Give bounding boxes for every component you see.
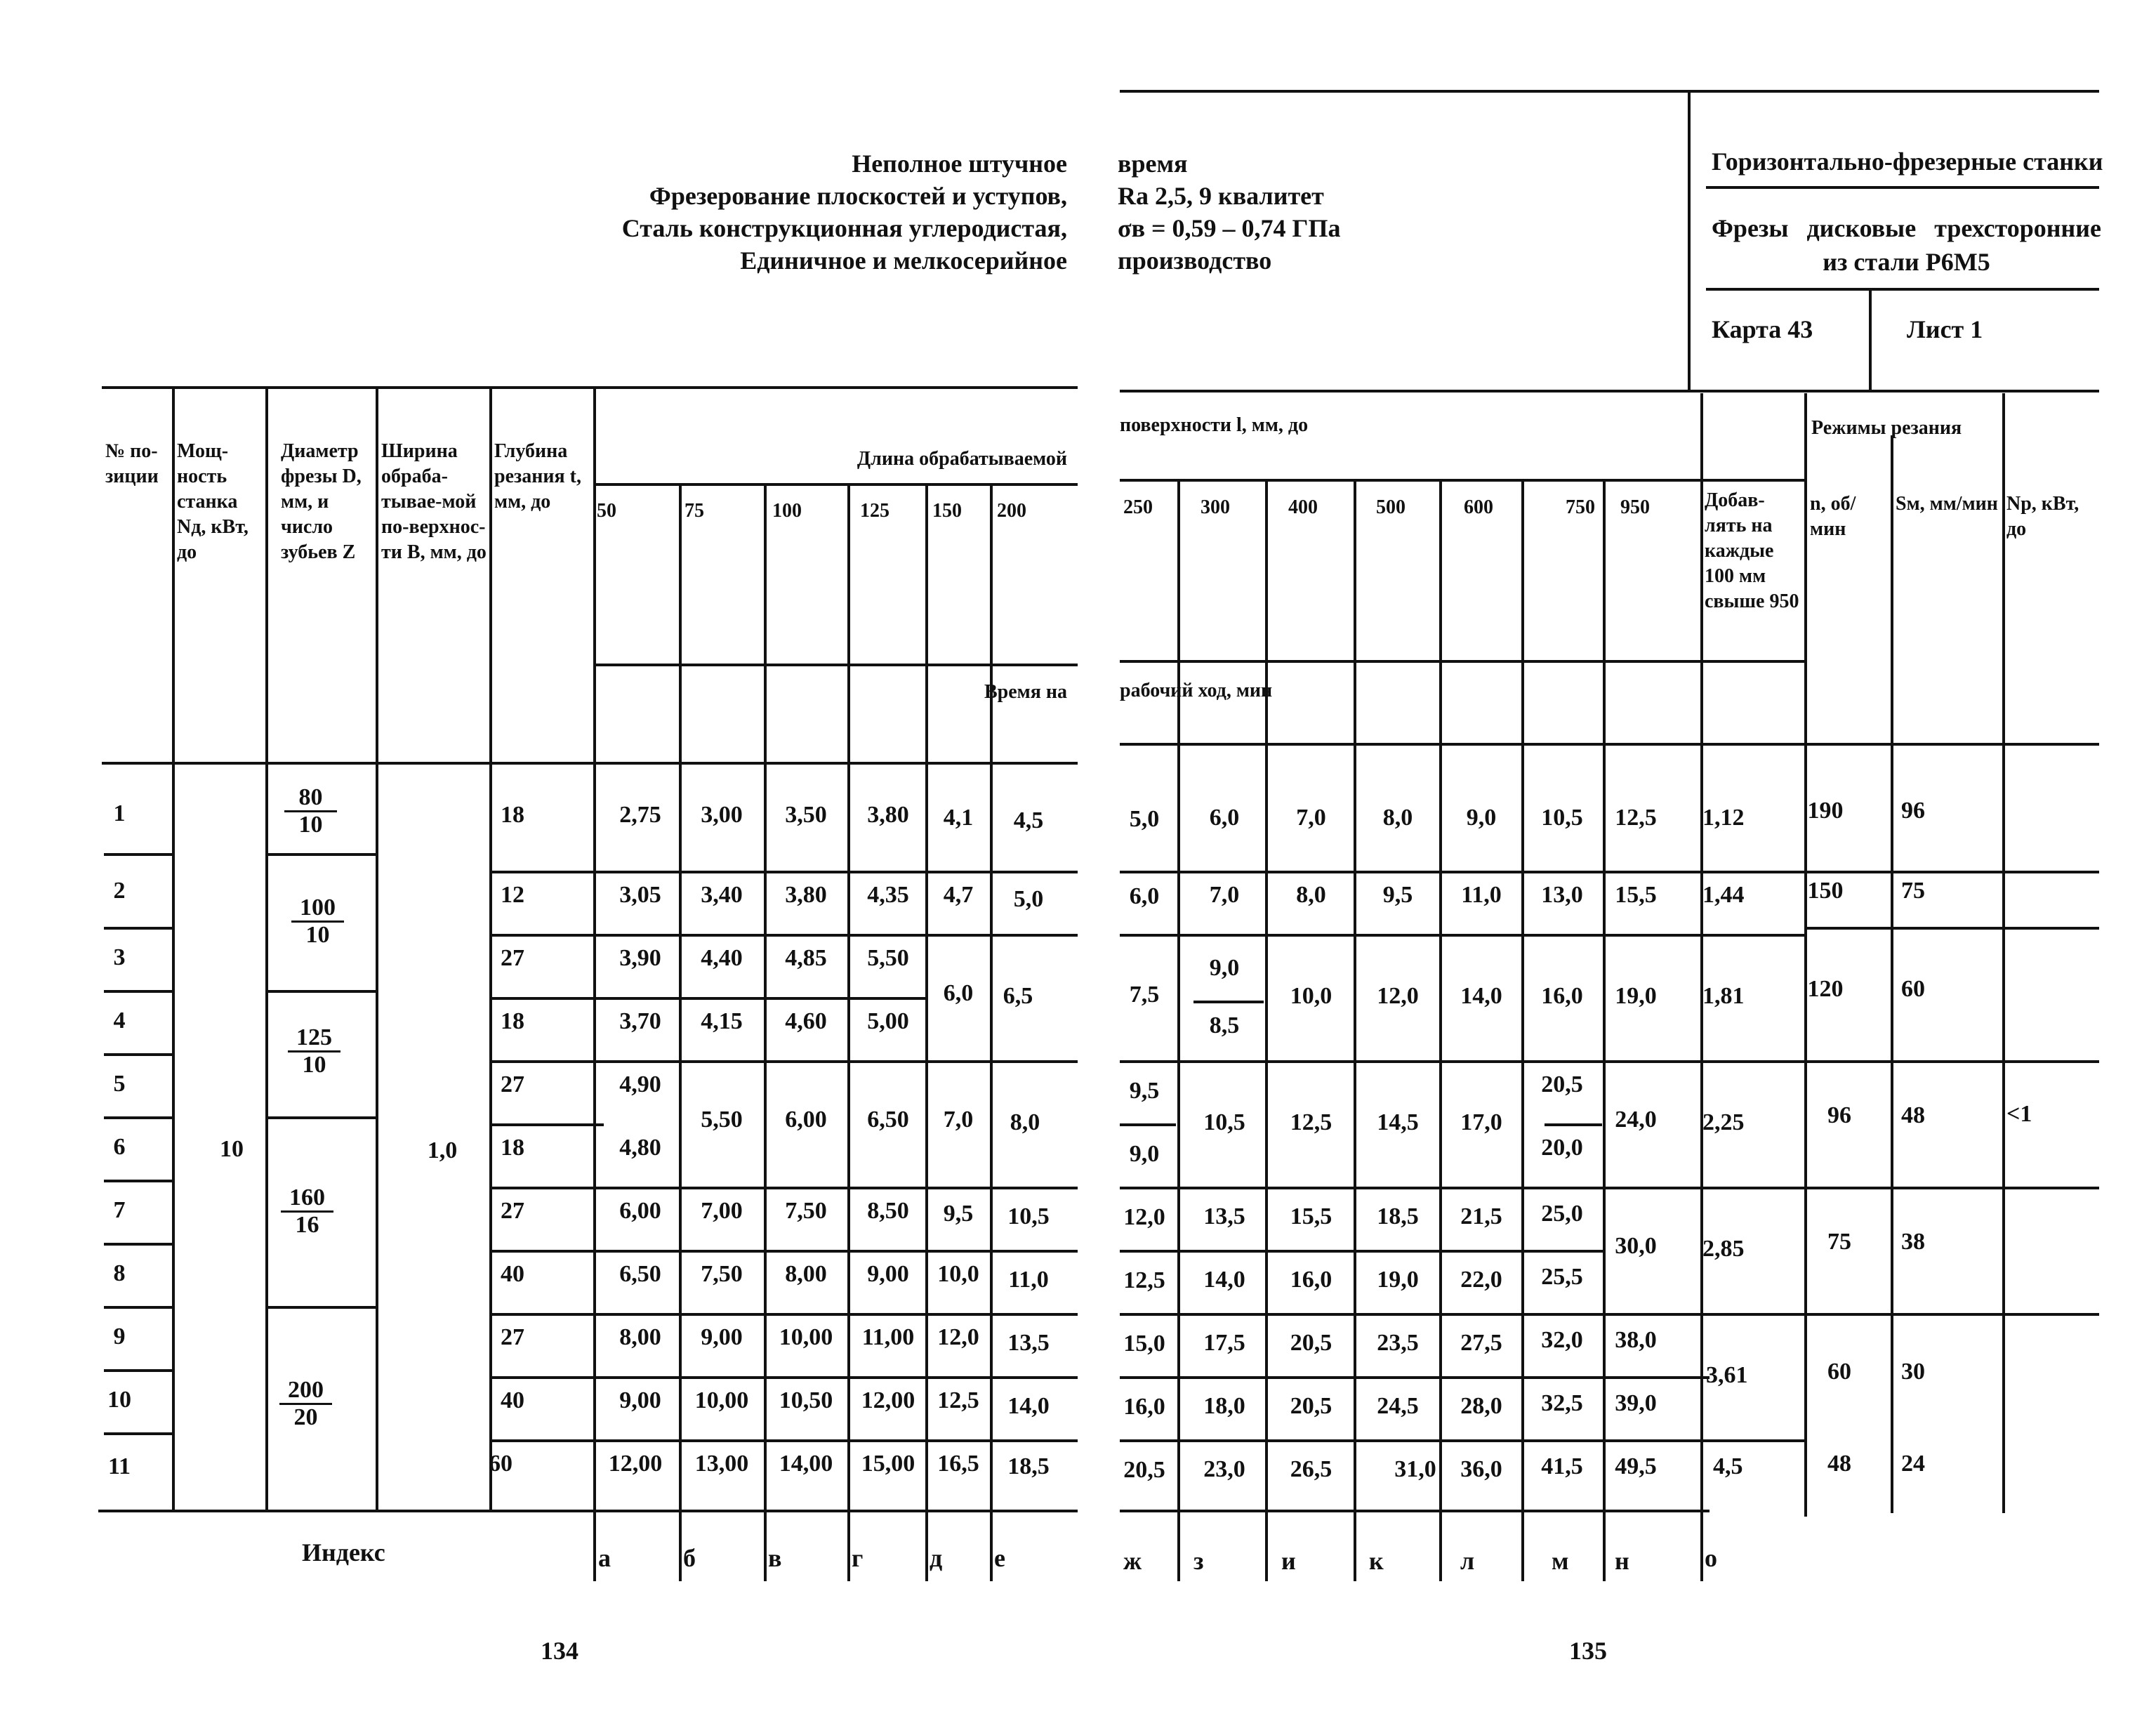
feed-7-8: 38 (1901, 1229, 1925, 1255)
diameter-160-16: $\frac{160}{16}$ (281, 1185, 333, 1238)
position-5: 5 (113, 1071, 126, 1097)
rpm-2: 150 (1807, 878, 1844, 904)
cell-zh-1: 5,0 (1129, 806, 1160, 832)
cell-v-1: 3,50 (785, 802, 827, 828)
col-header-feed: Sм, мм/мин (1896, 493, 1998, 515)
position-4: 4 (113, 1008, 126, 1034)
cell-i-7: 15,5 (1290, 1203, 1332, 1229)
cell-n-9: 38,0 (1615, 1327, 1657, 1353)
diameter-80-10: $\frac{80}{10}$ (284, 785, 337, 838)
cell-d-7: 9,5 (943, 1201, 974, 1227)
cell-a-9: 8,00 (619, 1324, 661, 1350)
cell-e-3-4: 6,5 (1003, 983, 1033, 1009)
cell-l-5-6: 17,0 (1460, 1109, 1502, 1135)
index-v: в (768, 1544, 782, 1572)
col-header-diameter: Диаметр фрезы D, мм, и число зубьев Z (281, 440, 362, 563)
cell-o-1: 1,12 (1702, 805, 1745, 831)
cutter-material: из стали Р6М5 (1823, 248, 1990, 276)
length-250: 250 (1123, 496, 1153, 518)
depth-10: 40 (501, 1387, 524, 1413)
cell-v-11: 14,00 (779, 1451, 833, 1477)
cell-d-9: 12,0 (937, 1324, 979, 1350)
cell-i-1: 7,0 (1296, 805, 1326, 831)
length-75: 75 (685, 500, 704, 522)
cell-k-9: 23,5 (1377, 1330, 1419, 1356)
index-d: д (930, 1544, 943, 1572)
diameter-125-10: $\frac{125}{10}$ (288, 1025, 340, 1078)
cell-z-11: 23,0 (1203, 1456, 1245, 1482)
header-middle: время Ra 2,5, 9 квалитет σв = 0,59 – 0,74 ГПа производство (1118, 150, 1341, 275)
cell-a-2: 3,05 (619, 882, 661, 908)
cell-l-2: 11,0 (1461, 882, 1502, 908)
index-b: б (683, 1544, 696, 1572)
cell-zh-3-4: 7,5 (1129, 982, 1160, 1008)
length-200: 200 (997, 500, 1026, 522)
position-6: 6 (113, 1134, 126, 1160)
index-zh: ж (1123, 1547, 1142, 1575)
cell-z-10: 18,0 (1203, 1393, 1245, 1419)
index-label: Индекс (302, 1538, 385, 1566)
cell-v-4: 4,60 (785, 1008, 827, 1034)
cell-n-2: 15,5 (1615, 882, 1657, 908)
cell-z-2: 7,0 (1209, 882, 1240, 908)
feed-5-6: 48 (1901, 1102, 1925, 1128)
cell-l-11: 36,0 (1460, 1456, 1502, 1482)
position-1: 1 (113, 800, 126, 826)
rpm-9-10: 60 (1827, 1359, 1851, 1385)
cell-a-5: 4,90 (619, 1071, 661, 1097)
cell-z-9: 17,5 (1203, 1330, 1245, 1356)
cell-a-8: 6,50 (619, 1261, 661, 1287)
rpm-5-6: 96 (1827, 1102, 1851, 1128)
cell-z-1: 6,0 (1209, 805, 1240, 831)
cell-k-1: 8,0 (1382, 805, 1413, 831)
length-950: 950 (1620, 496, 1650, 518)
cell-b-4: 4,15 (701, 1008, 743, 1034)
length-400: 400 (1288, 496, 1318, 518)
cell-i-8: 16,0 (1290, 1267, 1332, 1293)
cell-n-7-8: 30,0 (1615, 1233, 1657, 1259)
cell-v-5-6: 6,00 (785, 1107, 827, 1133)
index-l: л (1460, 1547, 1475, 1575)
feed-11: 24 (1901, 1451, 1925, 1477)
cell-zh-5: 9,5 (1129, 1078, 1160, 1104)
feed-9-10: 30 (1901, 1359, 1925, 1385)
index-m: м (1552, 1547, 1569, 1575)
cell-d-11: 16,5 (937, 1451, 979, 1477)
cell-b-10: 10,00 (694, 1387, 749, 1413)
length-150: 150 (932, 500, 962, 522)
cell-d-8: 10,0 (937, 1261, 979, 1287)
cell-g-3: 5,50 (867, 945, 909, 971)
cell-z-4: 8,5 (1209, 1012, 1240, 1038)
rpm-1: 190 (1807, 798, 1844, 824)
cell-l-3-4: 14,0 (1460, 983, 1502, 1009)
cell-l-10: 28,0 (1460, 1393, 1502, 1419)
cell-m-3-4: 16,0 (1541, 983, 1583, 1009)
cell-m-11: 41,5 (1541, 1453, 1583, 1479)
cell-b-11: 13,00 (694, 1451, 749, 1477)
cell-i-5-6: 12,5 (1290, 1109, 1332, 1135)
cell-k-5-6: 14,5 (1377, 1109, 1419, 1135)
cell-a-10: 9,00 (619, 1387, 661, 1413)
col-header-length-right: поверхности l, мм, до (1120, 414, 1309, 436)
rpm-7-8: 75 (1827, 1229, 1851, 1255)
cell-z-8: 14,0 (1203, 1267, 1245, 1293)
cell-n-10: 39,0 (1615, 1390, 1657, 1416)
cell-zh-10: 16,0 (1123, 1394, 1165, 1420)
cell-m-6: 20,0 (1541, 1135, 1583, 1161)
cell-z-5-6: 10,5 (1203, 1109, 1245, 1135)
index-e: е (994, 1544, 1005, 1572)
cell-o-3-4: 1,81 (1702, 983, 1745, 1009)
cell-b-2: 3,40 (701, 882, 743, 908)
cell-m-5: 20,5 (1541, 1071, 1583, 1097)
depth-9: 27 (501, 1324, 524, 1350)
index-o: о (1705, 1544, 1717, 1572)
col-header-add: Добав-лять на каждые 100 мм свыше 950 (1705, 489, 1799, 612)
cell-l-9: 27,5 (1460, 1330, 1502, 1356)
cell-n-5-6: 24,0 (1615, 1107, 1657, 1133)
diameter-200-20: $\frac{200}{20}$ (279, 1378, 332, 1430)
cell-zh-7: 12,0 (1123, 1204, 1165, 1230)
sheet-number: Лист 1 (1907, 315, 1983, 343)
cell-n-11: 49,5 (1615, 1453, 1657, 1479)
np-value: <1 (2006, 1101, 2032, 1127)
cell-zh-6: 9,0 (1129, 1141, 1160, 1167)
header-left: Неполное штучное Фрезерование плоскостей и уступов, Сталь конструкционная углеродистая, Единичное и мелкосерийное (621, 150, 1067, 275)
cell-o-9-10: 3,61 (1706, 1362, 1748, 1388)
cell-a-6: 4,80 (619, 1135, 661, 1161)
index-n: н (1615, 1547, 1629, 1575)
col-header-width: Ширина обраба-тывае-мой по-верхнос-ти В, мм, до (381, 440, 487, 563)
cell-a-4: 3,70 (619, 1008, 661, 1034)
cell-l-8: 22,0 (1460, 1267, 1502, 1293)
cell-e-8: 11,0 (1008, 1267, 1049, 1293)
length-500: 500 (1376, 496, 1406, 518)
cell-z-7: 13,5 (1203, 1203, 1245, 1229)
cell-l-7: 21,5 (1460, 1203, 1502, 1229)
col-header-time-right: рабочий ход, мин (1120, 680, 1273, 701)
cell-g-1: 3,80 (867, 802, 909, 828)
cell-b-8: 7,50 (701, 1261, 743, 1287)
cell-g-9: 11,00 (861, 1324, 915, 1350)
cell-e-5-6: 8,0 (1010, 1109, 1040, 1135)
cell-o-5-6: 2,25 (1702, 1109, 1745, 1135)
cell-d-3-4: 6,0 (943, 980, 974, 1006)
depth-7: 27 (501, 1198, 524, 1224)
cell-e-2: 5,0 (1013, 886, 1044, 912)
position-9: 9 (113, 1324, 126, 1350)
cell-a-11: 12,00 (608, 1451, 663, 1477)
cell-m-8: 25,5 (1541, 1264, 1583, 1290)
cell-k-3-4: 12,0 (1377, 983, 1419, 1009)
feed-3-4: 60 (1901, 976, 1925, 1002)
cell-g-8: 9,00 (867, 1261, 909, 1287)
position-10: 10 (107, 1387, 131, 1413)
cell-d-10: 12,5 (937, 1387, 979, 1413)
cell-i-2: 8,0 (1296, 882, 1326, 908)
depth-8: 40 (501, 1261, 524, 1287)
cell-g-4: 5,00 (867, 1008, 909, 1034)
cell-v-10: 10,50 (779, 1387, 833, 1413)
cell-k-2: 9,5 (1382, 882, 1413, 908)
cell-o-7-8: 2,85 (1702, 1236, 1745, 1262)
depth-2: 12 (501, 882, 524, 908)
cell-m-10: 32,5 (1541, 1390, 1583, 1416)
rpm-11: 48 (1827, 1451, 1851, 1477)
cell-b-7: 7,00 (701, 1198, 743, 1224)
cell-e-9: 13,5 (1007, 1330, 1050, 1356)
depth-1: 18 (501, 802, 524, 828)
cell-v-8: 8,00 (785, 1261, 827, 1287)
cell-a-1: 2,75 (619, 802, 661, 828)
cell-e-11: 18,5 (1007, 1453, 1050, 1479)
cell-g-11: 15,00 (861, 1451, 915, 1477)
cell-m-7: 25,0 (1541, 1201, 1583, 1227)
col-header-rpm: n, об/мин (1810, 493, 1856, 540)
cell-v-2: 3,80 (785, 882, 827, 908)
cell-zh-2: 6,0 (1129, 883, 1160, 909)
cell-i-9: 20,5 (1290, 1330, 1332, 1356)
page-number-right: 135 (1569, 1637, 1607, 1665)
index-i: и (1281, 1547, 1296, 1575)
length-100: 100 (772, 500, 802, 522)
col-header-position: № по-зиции (105, 440, 159, 487)
col-header-power: Мощ-ность станка Nд, кВт, до (177, 440, 249, 563)
cell-zh-9: 15,0 (1123, 1331, 1165, 1357)
cell-v-9: 10,00 (779, 1324, 833, 1350)
diameter-100-10: $\frac{100}{10}$ (291, 895, 344, 948)
depth-11: 60 (489, 1451, 512, 1477)
power-value: 10 (220, 1136, 244, 1162)
depth-4: 18 (501, 1008, 524, 1034)
cell-n-1: 12,5 (1615, 805, 1657, 831)
cell-m-1: 10,5 (1541, 805, 1583, 831)
cell-i-10: 20,5 (1290, 1393, 1332, 1419)
cell-e-7: 10,5 (1007, 1203, 1050, 1229)
cell-d-5-6: 7,0 (943, 1107, 974, 1133)
cell-k-10: 24,5 (1377, 1393, 1419, 1419)
feed-2: 75 (1901, 878, 1925, 904)
cell-z-3: 9,0 (1209, 955, 1240, 981)
width-value: 1,0 (427, 1137, 458, 1163)
cell-b-1: 3,00 (701, 802, 743, 828)
cell-k-7: 18,5 (1377, 1203, 1419, 1229)
cell-b-9: 9,00 (701, 1324, 743, 1350)
cell-l-1: 9,0 (1466, 805, 1497, 831)
cell-g-7: 8,50 (867, 1198, 909, 1224)
cell-a-7: 6,00 (619, 1198, 661, 1224)
cell-d-1: 4,1 (943, 805, 974, 831)
position-2: 2 (113, 878, 126, 904)
feed-1: 96 (1901, 798, 1925, 824)
position-11: 11 (107, 1453, 131, 1479)
position-8: 8 (113, 1260, 126, 1286)
cell-e-1: 4,5 (1013, 807, 1044, 833)
length-750: 750 (1566, 496, 1595, 518)
col-header-length-left: Длина обрабатываемой (857, 448, 1067, 470)
col-header-modes: Режимы резания (1811, 417, 1962, 439)
col-header-depth: Глубина резания t, мм, до (494, 440, 581, 513)
cell-n-3-4: 19,0 (1615, 983, 1657, 1009)
position-3: 3 (113, 944, 126, 970)
cell-b-3: 4,40 (701, 945, 743, 971)
col-header-time-left: Время на (984, 681, 1067, 703)
cell-v-7: 7,50 (785, 1198, 827, 1224)
machine-type: Горизонтально-фрезерные станки (1712, 147, 2103, 176)
cell-i-11: 26,5 (1290, 1456, 1332, 1482)
length-125: 125 (860, 500, 889, 522)
depth-3: 27 (501, 945, 524, 971)
cell-k-11: 31,0 (1394, 1456, 1436, 1482)
depth-6: 18 (501, 1135, 524, 1161)
col-header-np: Nр, кВт, до (2006, 493, 2079, 540)
cell-m-9: 32,0 (1541, 1327, 1583, 1353)
cell-b-5-6: 5,50 (701, 1107, 743, 1133)
cell-k-8: 19,0 (1377, 1267, 1419, 1293)
page-number-left: 134 (541, 1637, 578, 1665)
rpm-3-4: 120 (1807, 976, 1844, 1002)
cell-g-10: 12,00 (861, 1387, 915, 1413)
cell-m-2: 13,0 (1541, 882, 1583, 908)
index-k: к (1369, 1547, 1384, 1575)
cutter-type: Фрезы дисковые трехсторонние (1712, 214, 2101, 242)
card-number: Карта 43 (1712, 315, 1813, 343)
length-600: 600 (1464, 496, 1493, 518)
length-50: 50 (597, 500, 616, 522)
cell-o-11: 4,5 (1713, 1453, 1743, 1479)
cell-zh-11: 20,5 (1123, 1457, 1165, 1483)
cell-zh-8: 12,5 (1123, 1267, 1165, 1293)
cell-i-3-4: 10,0 (1290, 983, 1332, 1009)
cell-g-2: 4,35 (867, 882, 909, 908)
index-a: а (598, 1544, 611, 1572)
index-g: г (852, 1544, 864, 1572)
length-300: 300 (1201, 496, 1230, 518)
index-z: з (1193, 1547, 1204, 1575)
cell-d-2: 4,7 (943, 882, 974, 908)
cell-e-10: 14,0 (1007, 1393, 1050, 1419)
cell-o-2: 1,44 (1702, 882, 1745, 908)
depth-5: 27 (501, 1071, 524, 1097)
cell-a-3: 3,90 (619, 945, 661, 971)
cell-g-5-6: 6,50 (867, 1107, 909, 1133)
cell-v-3: 4,85 (785, 945, 827, 971)
position-7: 7 (113, 1197, 126, 1223)
